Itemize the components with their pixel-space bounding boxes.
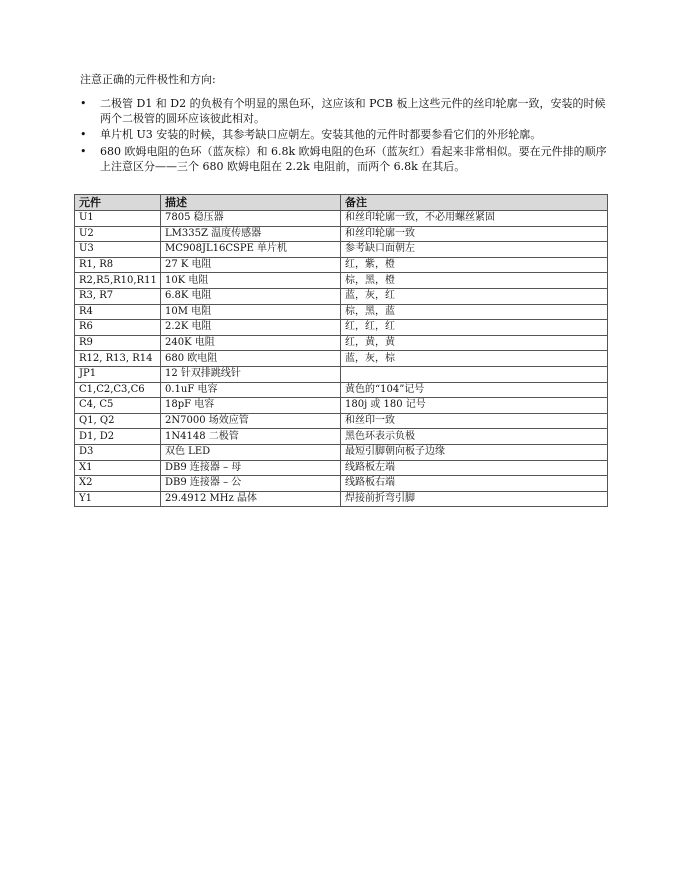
part-cell: R4 [75, 304, 161, 320]
table-row [75, 476, 608, 492]
description-cell: 29.4912 MHz 晶体 [161, 491, 341, 507]
table-row [75, 398, 608, 414]
part-cell: X1 [75, 460, 161, 476]
bullet-icon: • [80, 144, 87, 158]
note-item [80, 127, 608, 142]
column-header-description: 描述 [161, 195, 341, 211]
remark-cell: 棕，黑，橙 [341, 273, 608, 289]
part-cell: D3 [75, 444, 161, 460]
remark-cell: 线路板左端 [341, 460, 608, 476]
part-cell: D1, D2 [75, 429, 161, 445]
description-cell: 2N7000 场效应管 [161, 413, 341, 429]
remark-cell: 最短引脚朝向板子边缘 [341, 444, 608, 460]
part-cell: C1,C2,C3,C6 [75, 382, 161, 398]
remark-cell: 参考缺口面朝左 [341, 242, 608, 258]
intro-text: 注意正确的元件极性和方向: [80, 73, 216, 86]
table-row [75, 351, 608, 367]
part-cell: U2 [75, 226, 161, 242]
description-cell: 0.1uF 电容 [161, 382, 341, 398]
table-row [75, 491, 608, 507]
column-header-remark: 备注 [341, 195, 608, 211]
part-cell: Q1, Q2 [75, 413, 161, 429]
description-cell: DB9 连接器 – 公 [161, 476, 341, 492]
note-text: 单片机 U3 安装的时候，其参考缺口应朝左。安装其他的元件时都要参看它们的外形轮廓。 [100, 128, 542, 142]
description-cell: 6.8K 电阻 [161, 288, 341, 304]
remark-cell: 和丝印轮廓一致 [341, 226, 608, 242]
remark-cell: 红，紫，橙 [341, 257, 608, 273]
description-cell: 10K 电阻 [161, 273, 341, 289]
column-header-part: 元件 [75, 195, 161, 211]
remark-cell: 红，黄，黄 [341, 335, 608, 351]
part-cell: C4, C5 [75, 398, 161, 414]
note-list [80, 96, 608, 175]
part-cell: X2 [75, 476, 161, 492]
remark-cell: 黑色环表示负极 [341, 429, 608, 445]
note-item [80, 96, 608, 126]
note-text: 680 欧姆电阻的色环（蓝灰棕）和 6.8k 欧姆电阻的色环（蓝灰红）看起来非常相似。要在元件排的顺序上注意区分——三个 680 欧姆电阻在 2.2k 电阻前，而两个 6.8k 在其后。 [100, 144, 607, 173]
table-row [75, 382, 608, 398]
description-cell: MC908JL16CSPE 单片机 [161, 242, 341, 258]
remark-cell: 和丝印轮廓一致，不必用螺丝紧固 [341, 211, 608, 227]
part-cell: R1, R8 [75, 257, 161, 273]
description-cell: 2.2K 电阻 [161, 320, 341, 336]
table-row [75, 460, 608, 476]
table-header-row [75, 195, 608, 211]
table-row [75, 211, 608, 227]
remark-cell: 蓝，灰，红 [341, 288, 608, 304]
table-row [75, 335, 608, 351]
description-cell: 18pF 电容 [161, 398, 341, 414]
remark-cell: 和丝印一致 [341, 413, 608, 429]
description-cell: 27 K 电阻 [161, 257, 341, 273]
note-text: 二极管 D1 和 D2 的负极有个明显的黑色环，这应该和 PCB 板上这些元件的丝印轮廓一致，安装的时候两个二极管的圆环应该彼此相对。 [100, 97, 606, 126]
table-row [75, 288, 608, 304]
remark-cell: 蓝，灰，棕 [341, 351, 608, 367]
remark-cell: 棕，黑，蓝 [341, 304, 608, 320]
table-row [75, 226, 608, 242]
remark-cell [341, 366, 608, 382]
bullet-icon: • [80, 128, 87, 142]
description-cell: 680 欧电阻 [161, 351, 341, 367]
table-row [75, 413, 608, 429]
description-cell: 双色 LED [161, 444, 341, 460]
part-cell: R12, R13, R14 [75, 351, 161, 367]
remark-cell: 黄色的“104”记号 [341, 382, 608, 398]
part-cell: U1 [75, 211, 161, 227]
table-row [75, 304, 608, 320]
parts-table [74, 194, 608, 507]
part-cell: JP1 [75, 366, 161, 382]
description-cell: 10M 电阻 [161, 304, 341, 320]
table-row [75, 273, 608, 289]
note-item [80, 144, 608, 174]
part-cell: R6 [75, 320, 161, 336]
part-cell: R2,R5,R10,R11 [75, 273, 161, 289]
part-cell: Y1 [75, 491, 161, 507]
table-row [75, 366, 608, 382]
remark-cell: 180j 或 180 记号 [341, 398, 608, 414]
table-row [75, 257, 608, 273]
bullet-icon: • [80, 97, 87, 110]
table-row [75, 444, 608, 460]
remark-cell: 红，红，红 [341, 320, 608, 336]
table-row [75, 242, 608, 258]
description-cell: DB9 连接器 – 母 [161, 460, 341, 476]
part-cell: R9 [75, 335, 161, 351]
description-cell: 1N4148 二极管 [161, 429, 341, 445]
description-cell: LM335Z 温度传感器 [161, 226, 341, 242]
description-cell: 240K 电阻 [161, 335, 341, 351]
remark-cell: 线路板右端 [341, 476, 608, 492]
description-cell: 7805 稳压器 [161, 211, 341, 227]
description-cell: 12 针双排跳线针 [161, 366, 341, 382]
table-row [75, 429, 608, 445]
table-row [75, 320, 608, 336]
remark-cell: 焊接前折弯引脚 [341, 491, 608, 507]
part-cell: R3, R7 [75, 288, 161, 304]
part-cell: U3 [75, 242, 161, 258]
